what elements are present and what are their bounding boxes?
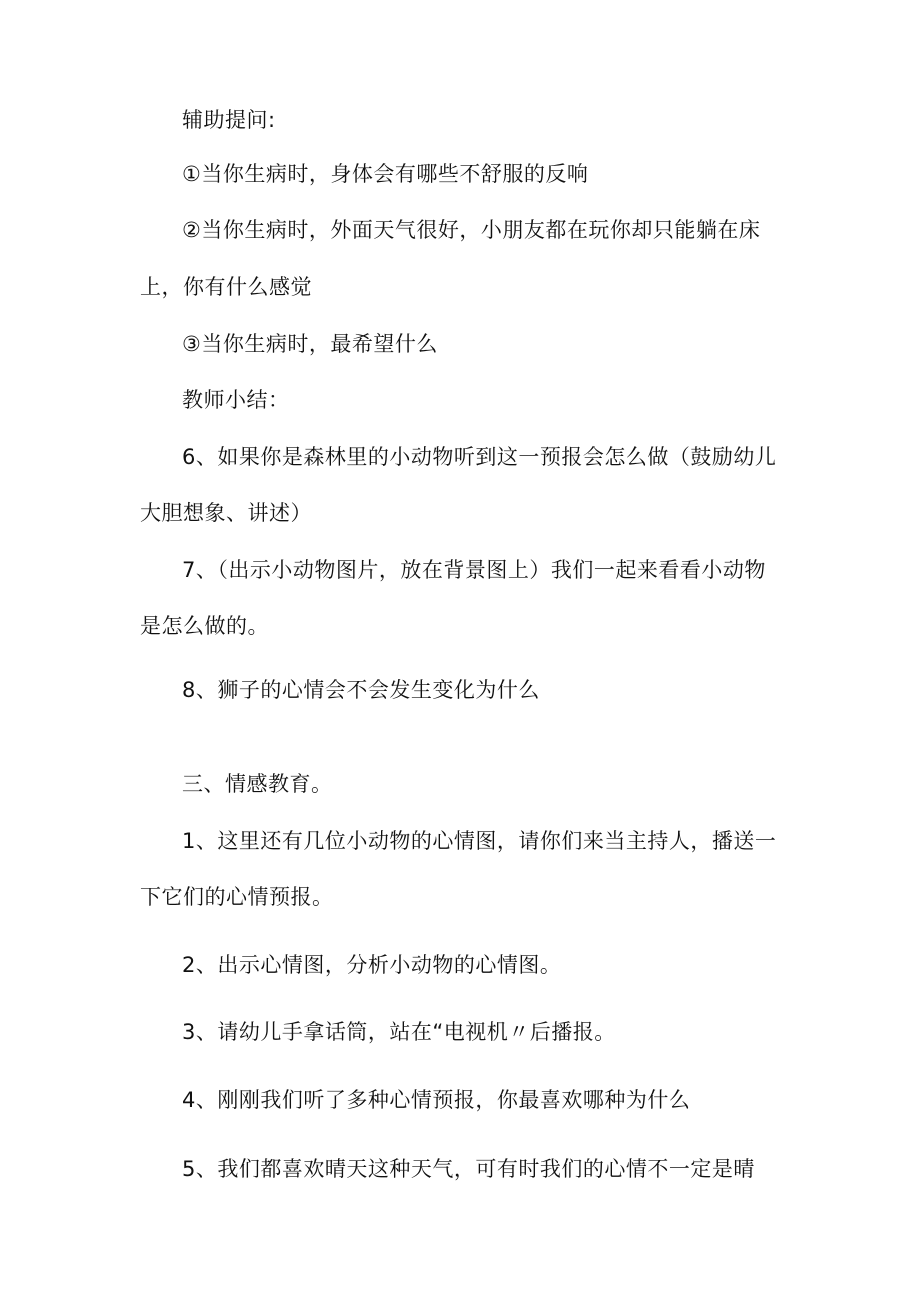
- text-line: ①当你生病时，身体会有哪些不舒服的反响: [182, 162, 589, 186]
- text-line: 大胆想象、讲述）: [140, 501, 312, 525]
- text-line: ②当你生病时，外面天气很好，小朋友都在玩你却只能躺在床: [182, 218, 761, 242]
- text-line: 辅助提问:: [182, 108, 276, 132]
- text-line: 教师小结：: [182, 388, 290, 412]
- text-line: 8、狮子的心情会不会发生变化为什么: [182, 678, 540, 702]
- text-line: 4、刚刚我们听了多种心情预报，你最喜欢哪种为什么: [182, 1088, 691, 1112]
- text-line: 5、我们都喜欢晴天这种天气，可有时我们的心情不一定是晴: [182, 1157, 755, 1181]
- text-line: 1、这里还有几位小动物的心情图，请你们来当主持人，播送一: [182, 829, 777, 853]
- text-line: 下它们的心情预报。: [140, 885, 334, 909]
- text-line: 6、如果你是森林里的小动物听到这一预报会怎么做（鼓励幼儿: [182, 445, 777, 469]
- text-line: ③当你生病时，最希望什么: [182, 332, 438, 356]
- text-line: 2、出示心情图，分析小动物的心情图。: [182, 953, 562, 977]
- text-line: 上，你有什么感觉: [140, 275, 312, 299]
- text-line: 7、（出示小动物图片，放在背景图上）我们一起来看看小动物: [182, 558, 766, 582]
- text-line: 是怎么做的。: [140, 614, 269, 638]
- text-line: 3、请幼儿手拿话筒，站在“电视机〃后播报。: [182, 1020, 616, 1044]
- section-heading: 三、情感教育。: [182, 772, 333, 796]
